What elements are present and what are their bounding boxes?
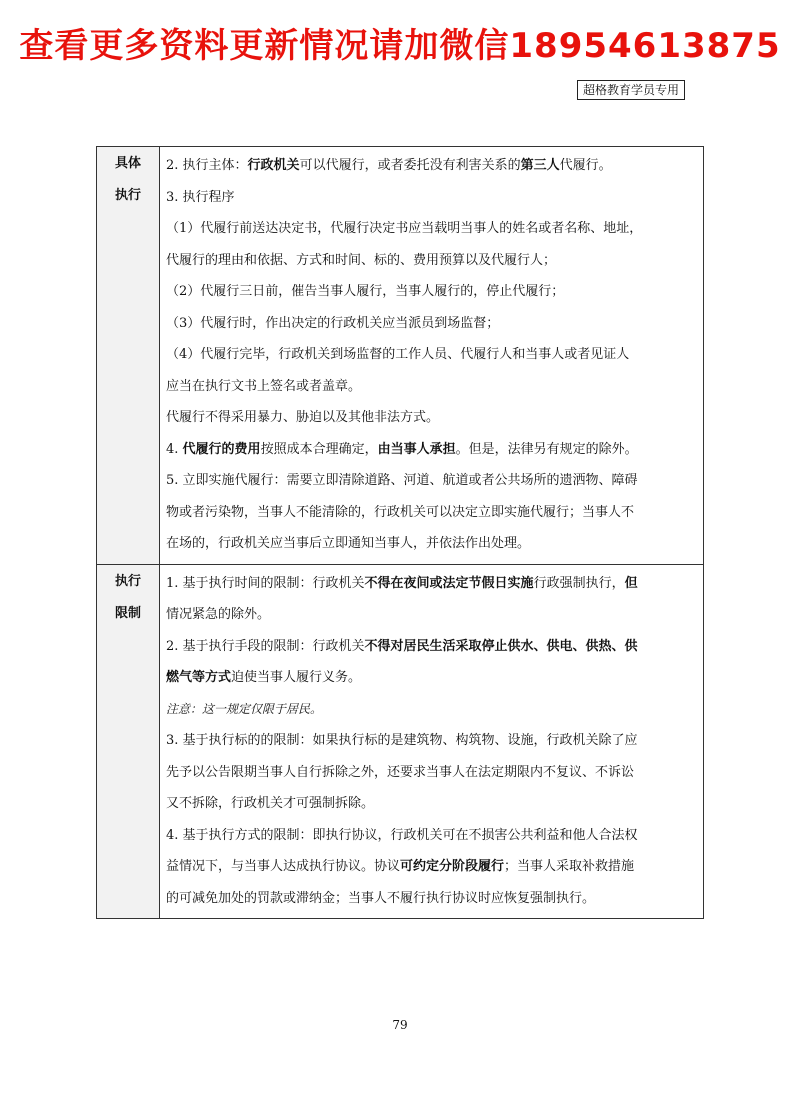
body-text: 。但是，法律另有规定的除外。 <box>455 441 638 457</box>
table-row <box>97 147 704 565</box>
content-line <box>166 402 697 434</box>
section-label <box>97 564 160 919</box>
content-line <box>166 599 697 631</box>
body-text: （2）代履行三日前，催告当事人履行，当事人履行的，停止代履行； <box>166 284 565 299</box>
section-label-line: 限制 <box>114 605 141 621</box>
section-label-line: 执行 <box>114 573 141 589</box>
page-number: 79 <box>392 1018 408 1032</box>
body-text: ；当事人采取补救措施 <box>504 859 635 874</box>
content-line <box>166 883 697 915</box>
content-line <box>166 339 697 371</box>
student-badge: 超格教育学员专用 <box>577 80 685 100</box>
emphasis-text: 但 <box>624 575 638 591</box>
content-line <box>166 182 697 214</box>
emphasis-text: 不得在夜间或法定节假日实施 <box>364 575 534 591</box>
content-line <box>166 851 697 883</box>
emphasis-text: 可约定分阶段履行 <box>400 859 505 874</box>
content-line <box>166 276 697 308</box>
body-text: 情况紧急的除外。 <box>166 607 271 622</box>
emphasis-text: 代履行的费用 <box>182 441 261 457</box>
content-line <box>166 465 697 497</box>
content-line <box>166 308 697 340</box>
emphasis-text: 不得对居民生活采取停止供水、供电、供热、供 <box>364 638 638 654</box>
body-text: 可以代履行，或者委托没有利害关系的 <box>299 158 521 173</box>
body-text: （1）代履行前送达决定书，代履行决定书应当载明当事人的姓名或者名称、地址， <box>166 221 643 236</box>
body-text: 5. 立即实施代履行：需要立即清除道路、河道、航道或者公共场所的遗洒物、障碍 <box>166 473 638 488</box>
content-line <box>166 371 697 403</box>
content-line <box>166 150 697 182</box>
content-line <box>166 725 697 757</box>
content-line <box>166 528 697 560</box>
content-line <box>166 694 697 726</box>
section-content <box>160 147 704 565</box>
emphasis-text: 燃气等方式 <box>166 670 232 685</box>
emphasis-text: 由当事人承担 <box>377 441 456 457</box>
body-text: 代履行的理由和依据、方式和时间、标的、费用预算以及代履行人； <box>166 252 557 268</box>
content-line <box>166 631 697 663</box>
body-text: 先予以公告限期当事人自行拆除之外，还要求当事人在法定期限内不复议、不诉讼 <box>166 764 635 780</box>
body-text: 迫使当事人履行义务。 <box>231 670 362 685</box>
body-text: 2. 基于执行手段的限制：行政机关 <box>166 638 365 654</box>
note-text: 注意：这一规定仅限于居民。 <box>166 701 323 716</box>
section-label-line: 执行 <box>114 188 141 203</box>
section-label-line: 具体 <box>114 156 141 171</box>
emphasis-text: 第三人 <box>520 158 560 173</box>
content-line <box>166 568 697 600</box>
content-line <box>166 434 697 466</box>
content-line <box>166 497 697 529</box>
section-content <box>160 564 704 919</box>
content-line <box>166 788 697 820</box>
body-text: 益情况下，与当事人达成执行协议。协议 <box>166 859 401 874</box>
watermark-banner: 查看更多资料更新情况请加微信18954613875 <box>19 26 781 66</box>
body-text: 4. 基于执行方式的限制：即执行协议，行政机关可在不损害公共利益和他人合法权 <box>166 827 638 843</box>
table-row <box>97 564 704 919</box>
body-text: （3）代履行时，作出决定的行政机关应当派员到场监督； <box>166 315 500 331</box>
body-text: 物或者污染物，当事人不能清除的，行政机关可以决定立即实施代履行；当事人不 <box>166 504 635 520</box>
content-line <box>166 213 697 245</box>
body-text: 1. 基于执行时间的限制：行政机关 <box>166 575 365 591</box>
content-line <box>166 245 697 277</box>
section-label <box>97 147 160 565</box>
body-text: 3. 基于执行标的的限制：如果执行标的是建筑物、构筑物、设施，行政机关除了应 <box>166 733 638 748</box>
content-line <box>166 757 697 789</box>
content-line <box>166 820 697 852</box>
body-text: 应当在执行文书上签名或者盖章。 <box>166 378 362 394</box>
body-text: 按照成本合理确定， <box>260 441 378 457</box>
body-text: 行政强制执行， <box>533 575 625 591</box>
content-table <box>96 146 704 919</box>
body-text: 2. 执行主体： <box>166 158 248 173</box>
body-text: 代履行。 <box>559 158 612 173</box>
body-text: （4）代履行完毕，行政机关到场监督的工作人员、代履行人和当事人或者见证人 <box>166 347 630 362</box>
emphasis-text: 行政机关 <box>247 158 300 173</box>
body-text: 4. <box>166 441 183 457</box>
body-text: 代履行不得采用暴力、胁迫以及其他非法方式。 <box>166 410 440 425</box>
body-text: 在场的，行政机关应当事后立即通知当事人，并依法作出处理。 <box>166 536 531 551</box>
content-line <box>166 662 697 694</box>
body-text: 的可减免加处的罚款或滞纳金；当事人不履行执行协议时应恢复强制执行。 <box>166 890 596 906</box>
body-text: 又不拆除，行政机关才可强制拆除。 <box>166 796 375 811</box>
body-text: 3. 执行程序 <box>166 189 235 205</box>
